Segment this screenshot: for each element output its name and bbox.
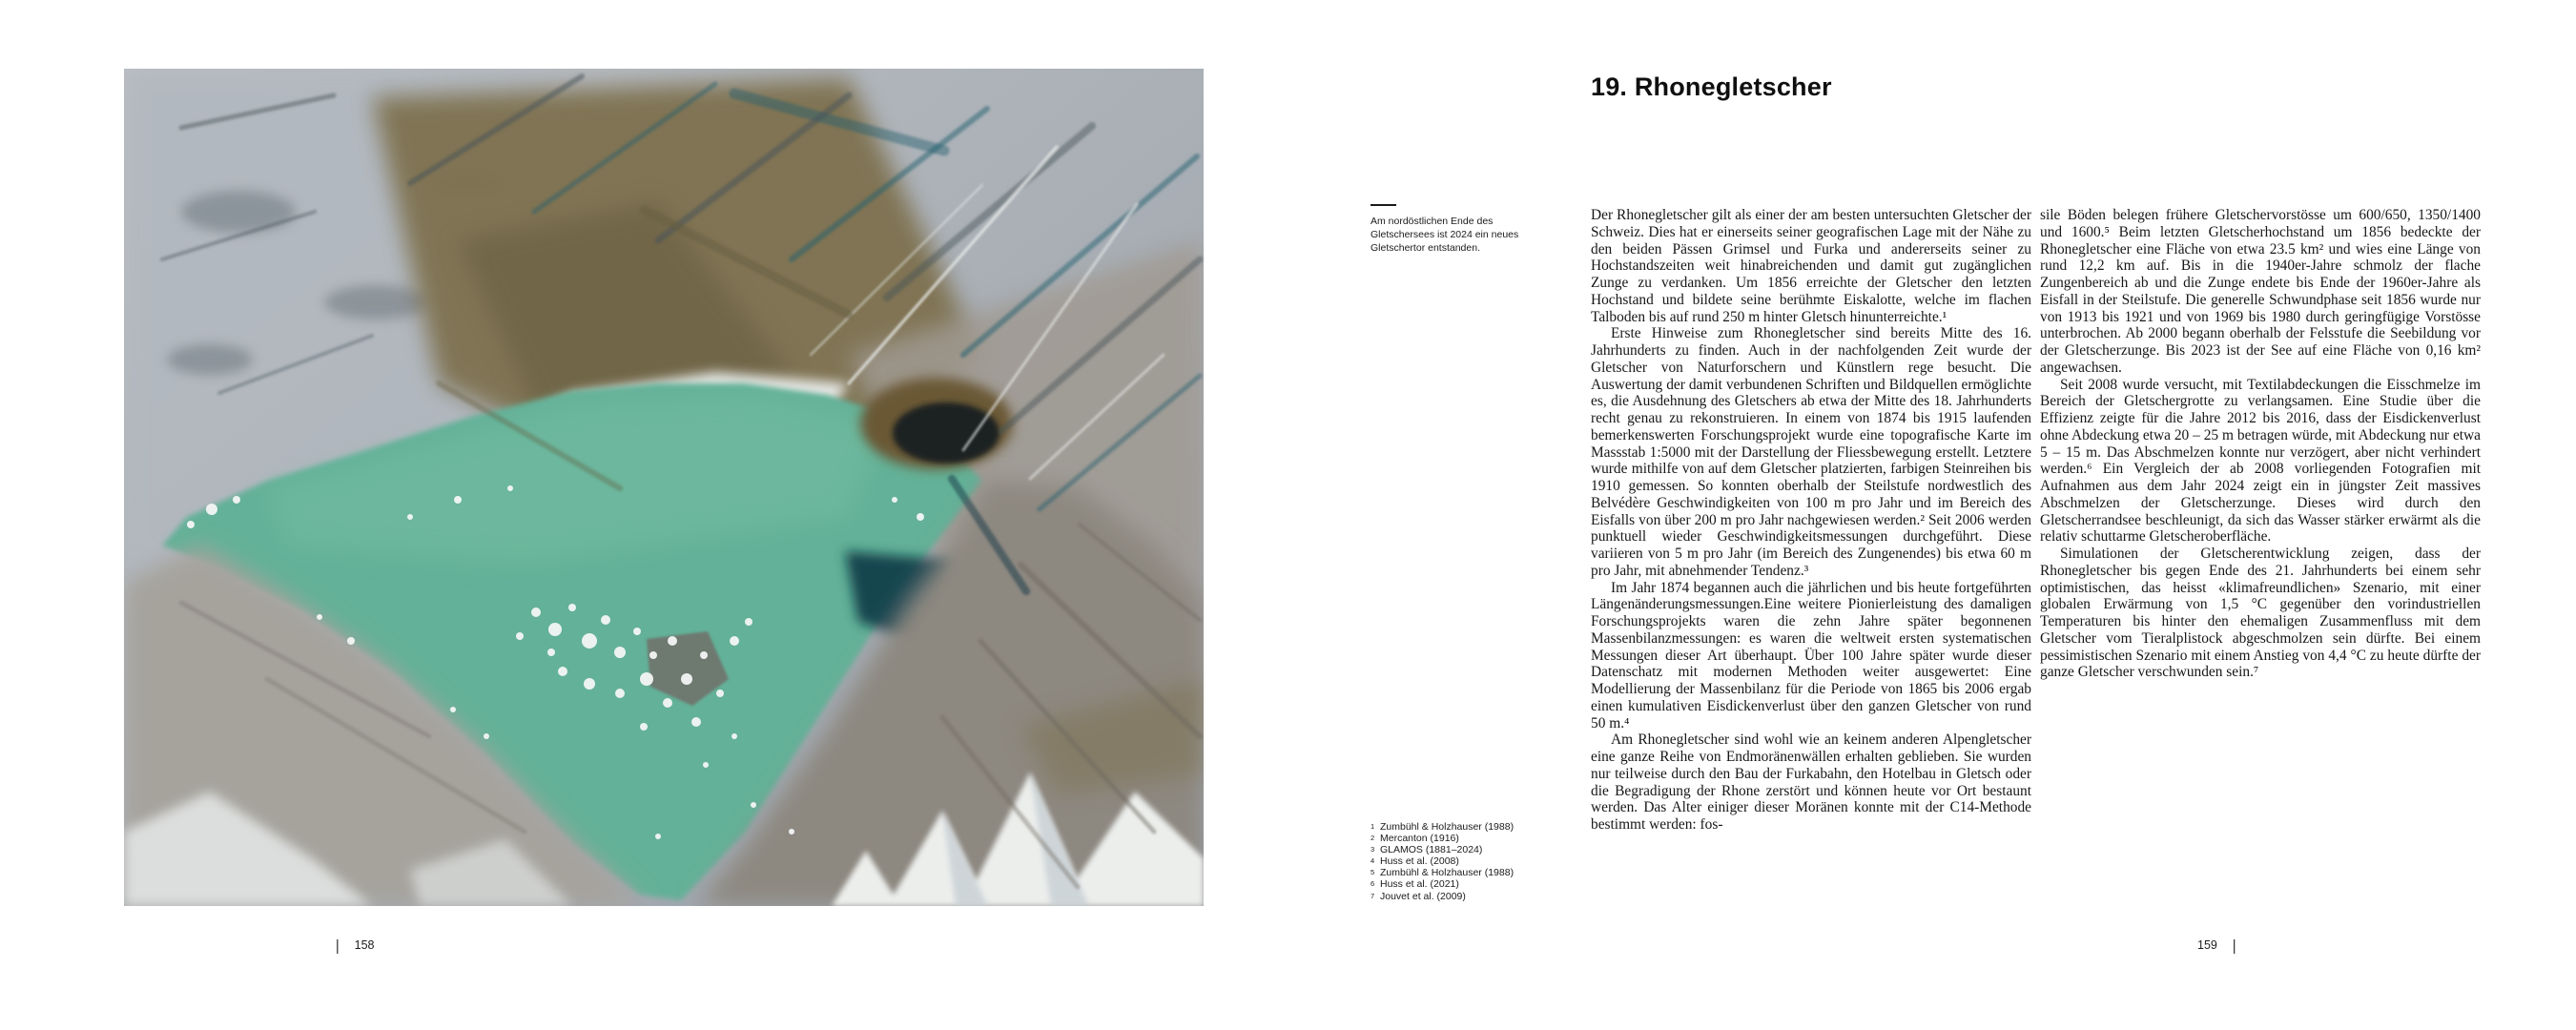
page-number-value: 159 (2197, 938, 2217, 952)
footnote: 5 Zumbühl & Holzhauser (1988) (1370, 867, 1515, 879)
paragraph: Simulationen der Gletscherentwicklung zeigen, dass der Rhonegletscher bis gegen Ende des 21. Jahrhunderts bei einem sehr optimistischen, das heisst «klimafreundlichen» Szenario, mit einer globalen Erwärmung von 1,5 °C gegenüber den vorindustriellen Temperaturen bis hinter den ehemaligen Zusammenfluss mit dem Gletscher vom Tieralplistock abgeschmolzen sein dürfte. Bei einem pessimistischen Szenario mit einem Anstieg von 4,4 °C zu heute dürfte der ganze Gletscher verschwunden sein.⁷ (2040, 546, 2481, 681)
footnote: 4 Huss et al. (2008) (1370, 855, 1459, 868)
body-column-2 (2040, 207, 2481, 681)
page-number-left (336, 937, 375, 953)
page-number-value: 158 (354, 938, 375, 952)
footnote: 7 Jouvet et al. (2009) (1370, 890, 1466, 902)
page-number-divider: | (2232, 936, 2236, 955)
paragraph: Der Rhonegletscher gilt als einer der am besten untersuchten Gletscher der Schweiz. Dies hat er einerseits seiner geografischen Lage mit der Nähe zu den beiden Pässen Grimsel und Furka und andererseits seiner zu Hochstandszeiten weit hinabreichenden und damit gut zugänglichen Zunge zu verdanken. Um 1856 erreichte der Gletscher den letzten Hochstand und bildete seine berühmte Eiskalotte, welche im flachen Talboden bis auf rund 250 m hinter Gletsch hinunterreichte.¹ (1591, 207, 2031, 325)
footnote: 2 Mercanton (1916) (1370, 833, 1459, 845)
footnote: 1 Zumbühl & Holzhauser (1988) (1370, 821, 1515, 833)
caption-text: Am nordöstlichen Ende des Gletschersees ist 2024 ein neues Gletschertor entstanden. (1370, 216, 1519, 254)
paragraph: Am Rhonegletscher sind wohl wie an keinem anderen Alpengletscher eine ganze Reihe von Endmoränenwällen erhalten geblieben. Sie wurden nur teilweise durch den Bau der Furkabahn, den Hotelbau in Gletsch oder die Begradigung der Rhone zerstört und können heute vor Ort bestaunt werden. Das Alter einiger dieser Moränen konnte mit der C14-Methode bestimmt werden: fos- (1591, 731, 2031, 833)
paragraph: sile Böden belegen frühere Gletschervorstösse um 600/650, 1350/1400 und 1600.⁵ Beim letzten Gletscherhochstand um 1856 bedeckte der Rhonegletscher eine Fläche von etwa 23.5 km² und wies eine Länge von rund 12,2 km auf. Bis in die 1940er-Jahre schmolz der flache Zungenbereich ab und die Zunge endete bis Ende der 1960er-Jahre als Eisfall in der Steilstufe. Die generelle Schwundphase seit 1856 wurde nur von 1913 bis 1921 und von 1969 bis 1980 durch geringfügige Vorstösse unterbrochen. Ab 2000 begann oberhalb der Felsstufe die Seebildung vor der Gletscherzunge. Bis 2023 ist der See auf eine Fläche von 0,16 km² angewachsen. (2040, 207, 2481, 376)
page-number-divider: | (336, 936, 340, 955)
footnote: 6 Huss et al. (2021) (1370, 878, 1459, 891)
paragraph: Seit 2008 wurde versucht, mit Textilabdeckungen die Eisschmelze im Bereich der Gletschergrotte zu verlangsamen. Eine Studie über die Effizienz zeigte für die Jahre 2012 bis 2016, dass der Eisdickenverlust ohne Abdeckung etwa 20 – 25 m betragen würde, mit Abdeckung nur etwa 5 – 15 m. Das Abschmelzen konnte nur verzögert, aber nicht verhindert werden.⁶ Ein Vergleich der ab 2008 vorliegenden Fotografien mit Aufnahmen aus dem Jahr 2024 zeigt ein in jüngster Zeit massives Abschmelzen der Gletscherzunge. Dieses wird durch den Gletscherrandsee beschleunigt, da sich das Wasser stärker erwärmt als die relativ schuttarme Gletscheroberfläche. (2040, 376, 2481, 546)
paragraph: Im Jahr 1874 begannen auch die jährlichen und bis heute fortgeführten Längenänderungsmessungen.Eine weitere Pionierleistung des damaligen Forschungsprojekts waren die zehn Jahre später begonnenen Massenbilanzmessungen: es waren die weltweit ersten systematischen Messungen dieser Art überhaupt. Über 100 Jahre später wurde dieser Datenschatz mit modernen Methoden weiter ausgewertet: Eine Modellierung der Massenbilanz für die Periode von 1865 bis 2006 ergab einen kumulativen Eisdickenverlust über den ganzen Gletscher von rund 50 m.⁴ (1591, 579, 2031, 731)
chapter-title: 19. Rhonegletscher (1591, 72, 1832, 102)
body-column-1 (1591, 207, 2031, 834)
caption-dash (1370, 204, 1396, 206)
footnote: 3 GLAMOS (1881–2024) (1370, 844, 1483, 856)
page-number-right (2197, 937, 2236, 953)
photo-caption (1370, 204, 1548, 255)
paragraph: Erste Hinweise zum Rhonegletscher sind bereits Mitte des 16. Jahrhunderts zu finden. Auch in der nachfolgenden Zeit wurde der Gletscher von Naturforschern und Künstlern rege besucht. Die Auswertung der damit verbundenen Schriften und Bildquellen ermöglichte es, die Ausdehnung des Gletschers ab etwa der Mitte des 18. Jahrhunderts recht genau zu rekonstruieren. In einem von 1874 bis 1915 laufenden bemerkenswerten Forschungsprojekt wurde eine topografische Karte im Massstab 1:5000 mit der Darstellung der Fliessbewegung erstellt. Letztere wurde mithilfe von auf dem Gletscher platzierten, farbigen Steinreihen bis 1910 gemessen. So konnten oberhalb der Steilstufe nordwestlich des Belvédère Geschwindigkeiten von 100 m pro Jahr und im Bereich des Eisfalls von über 200 m pro Jahr nachgewiesen werden.² Seit 2006 werden punktuell wieder Geschwindigkeitsmessungen durchgeführt. Diese variieren von 5 m pro Jahr (im Bereich des Zungenendes) bis etwa 60 m pro Jahr, mit abnehmender Tendenz.³ (1591, 325, 2031, 579)
glacier-aerial-photo (124, 69, 1204, 906)
footnotes (1370, 821, 1548, 902)
photo-cave-mouth (893, 402, 999, 464)
